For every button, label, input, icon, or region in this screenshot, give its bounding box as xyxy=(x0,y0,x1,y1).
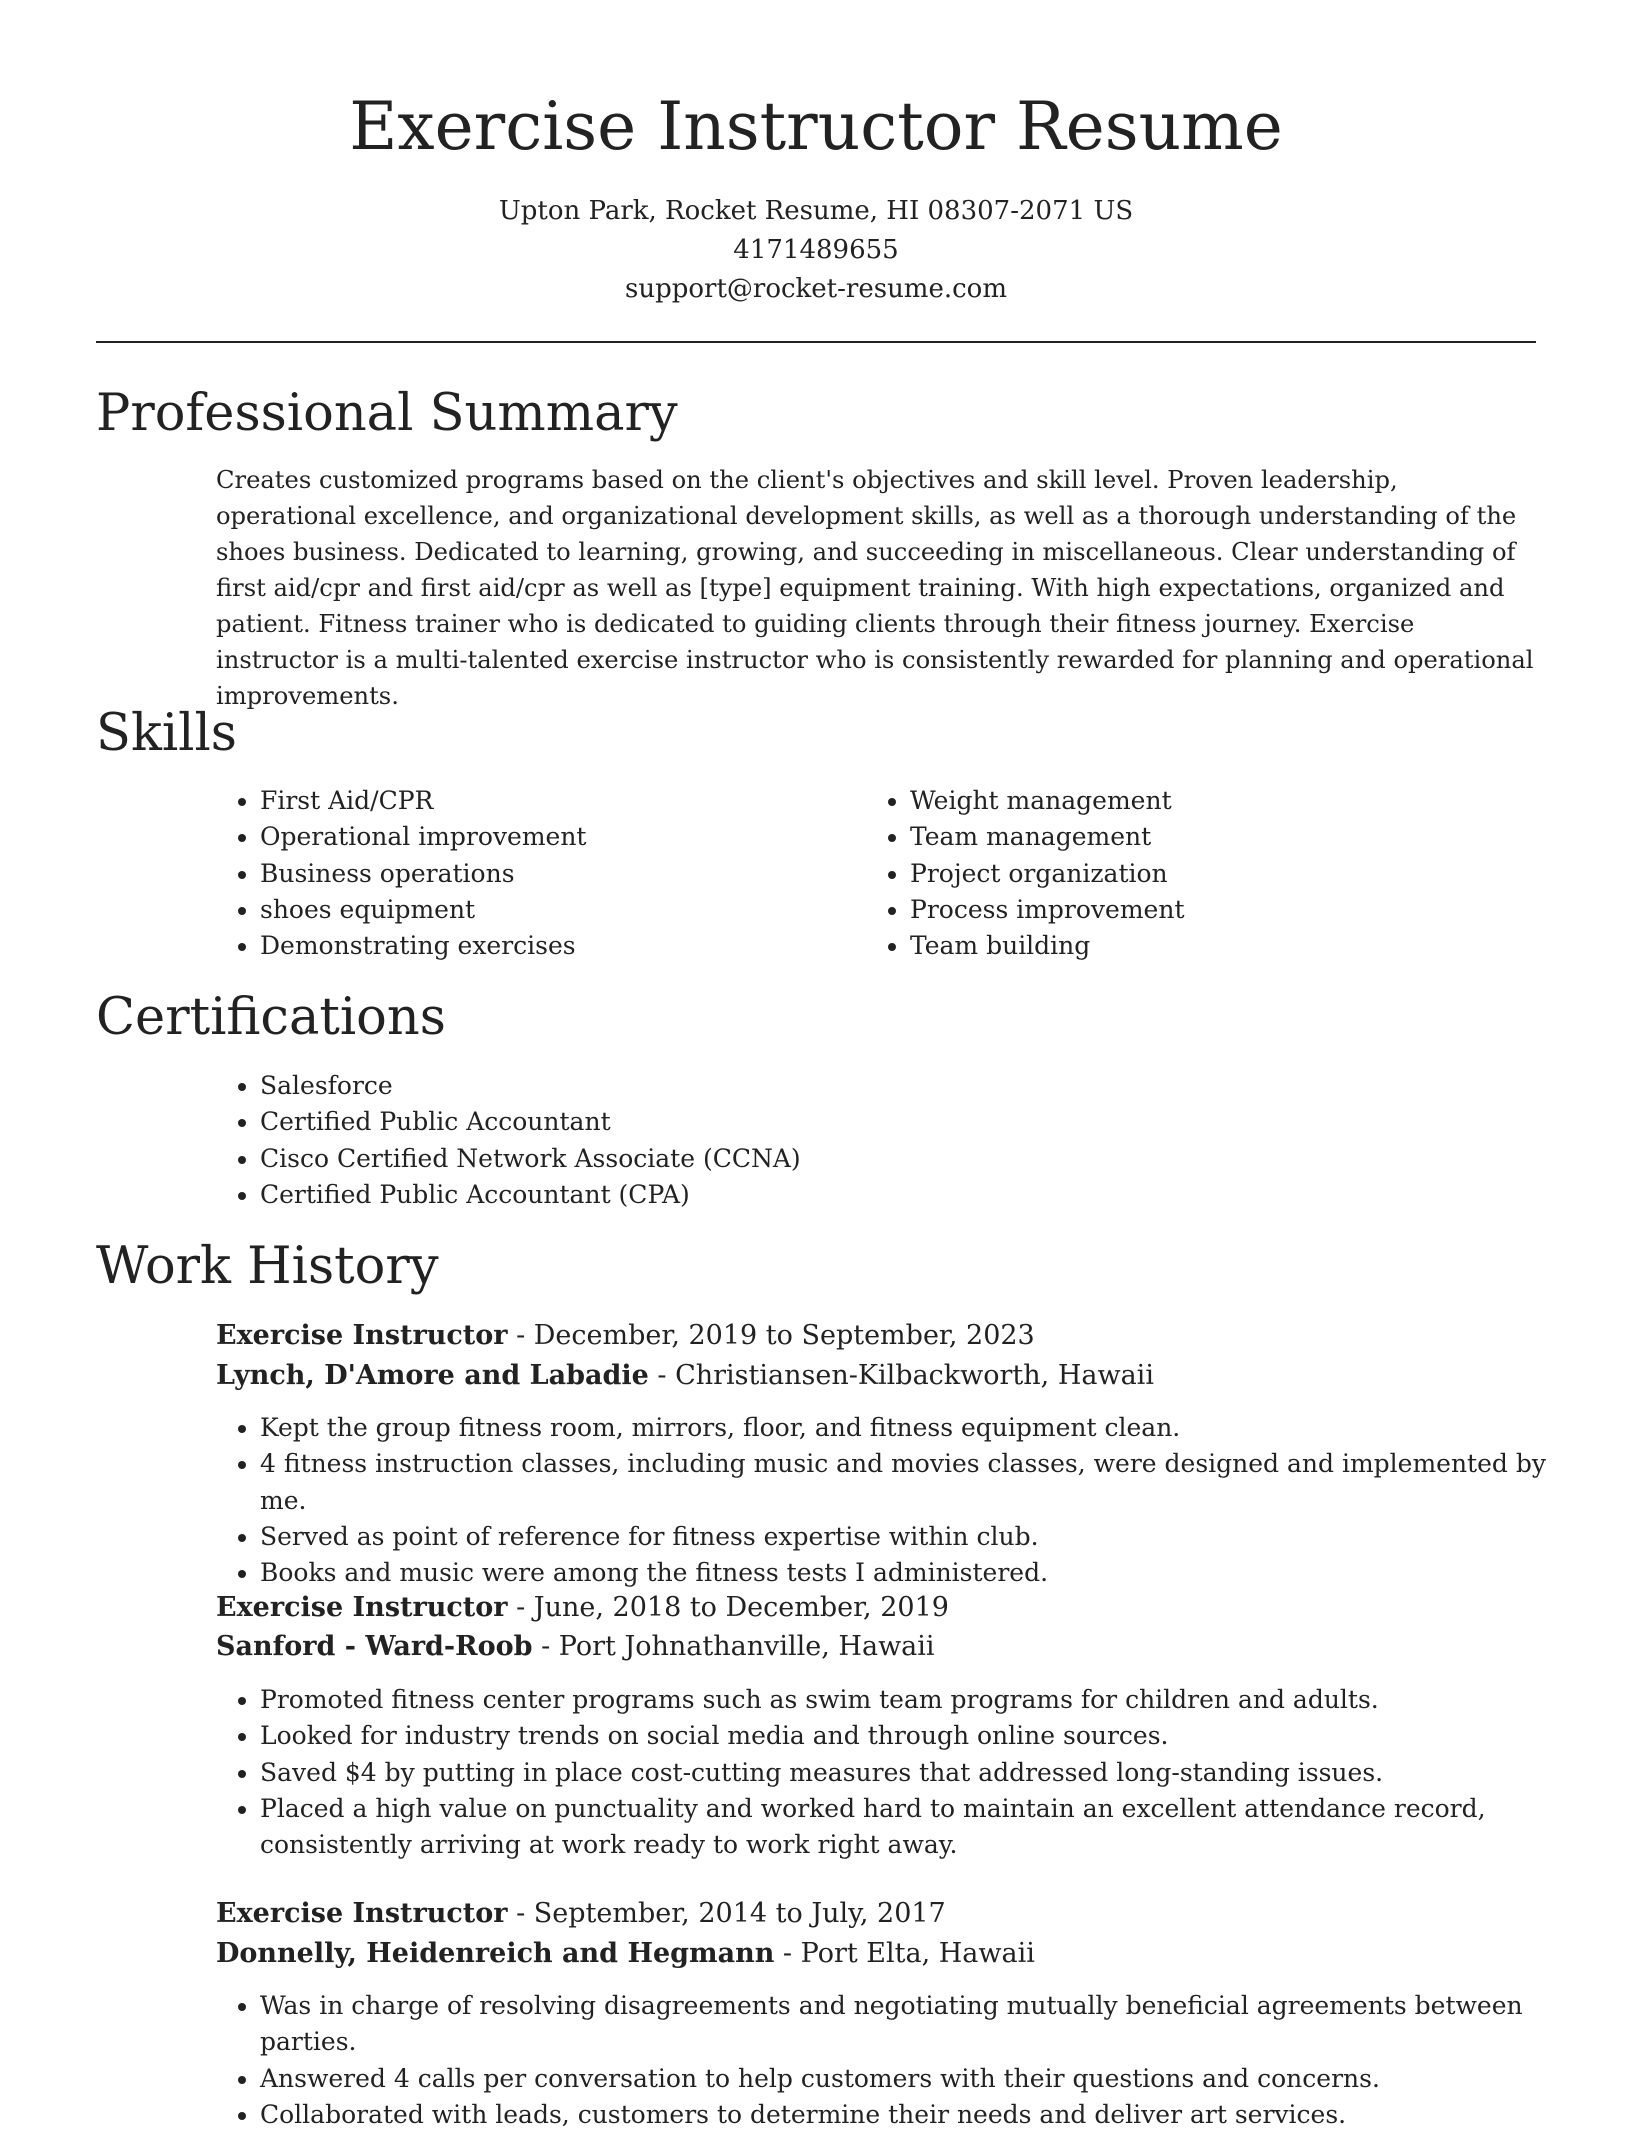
job-company-line xyxy=(216,1627,935,1667)
list-item: • Demonstrating exercises xyxy=(260,928,860,964)
list-item: • Weight management xyxy=(910,783,1510,819)
list-item: • Process improvement xyxy=(910,892,1510,928)
job-location: - Christiansen-Kilbackworth, Hawaii xyxy=(648,1360,1154,1391)
job-title: Exercise Instructor xyxy=(216,1320,508,1351)
list-item: • Certified Public Accountant xyxy=(260,1104,1580,1140)
contact-address: Upton Park, Rocket Resume, HI 08307-2071 US xyxy=(498,196,1134,226)
list-item: • Looked for industry trends on social media and through online sources. xyxy=(260,1718,1580,1754)
job-title-line xyxy=(216,1894,946,1934)
job-bullets xyxy=(216,1682,1580,1863)
list-item: • Placed a high value on punctuality and worked hard to maintain an excellent attendance record, consistently arriving at work ready to work right away. xyxy=(260,1791,1580,1864)
resume-title: Exercise Instructor Resume xyxy=(349,88,1283,165)
list-item: • shoes equipment xyxy=(260,892,860,928)
job-bullets xyxy=(216,1410,1580,1591)
job-dates: - December, 2019 to September, 2023 xyxy=(507,1320,1035,1351)
job-company: Lynch, D'Amore and Labadie xyxy=(216,1360,649,1391)
list-item: • Salesforce xyxy=(260,1068,1580,1104)
header-divider xyxy=(96,341,1536,343)
job-location: - Port Elta, Hawaii xyxy=(774,1938,1035,1969)
list-item: • Promoted fitness center programs such as swim team programs for children and adults. xyxy=(260,1682,1580,1718)
job-dates: - June, 2018 to December, 2019 xyxy=(507,1592,949,1623)
list-item: • Answered 4 calls per conversation to help customers with their questions and concerns. xyxy=(260,2061,1580,2097)
contact-block xyxy=(0,192,1632,309)
job-bullets xyxy=(216,1988,1580,2133)
job-title-line xyxy=(216,1316,1035,1356)
list-item: • First Aid/CPR xyxy=(260,783,860,819)
contact-email: support@rocket-resume.com xyxy=(624,274,1007,304)
job-company: Donnelly, Heidenreich and Hegmann xyxy=(216,1938,775,1969)
list-item: • Team management xyxy=(910,819,1510,855)
work-history-heading: Work History xyxy=(96,1237,439,1296)
list-item: • Collaborated with leads, customers to determine their needs and deliver art services. xyxy=(260,2097,1580,2133)
list-item: • Served as point of reference for fitness expertise within club. xyxy=(260,1519,1580,1555)
list-item: • Saved $4 by putting in place cost-cutting measures that addressed long-standing issues. xyxy=(260,1755,1580,1791)
list-item: • Team building xyxy=(910,928,1510,964)
summary-text: Creates customized programs based on the client's objectives and skill level. Proven leadership, operational excellence, and organizational development skills, as well as a thorough understanding of the shoes business. Dedicated to learning, growing, and succeeding in miscellaneous. Clear understanding of first aid/cpr and first aid/cpr as well as [type] equipment training. With high expectations, organized and patient. Fitness trainer who is dedicated to guiding clients through their fitness journey. Exercise instructor is a multi-talented exercise instructor who is consistently rewarded for planning and operational improvements. xyxy=(216,466,1534,710)
skills-list-right xyxy=(866,783,1510,964)
job-title: Exercise Instructor xyxy=(216,1592,508,1623)
list-item: • Was in charge of resolving disagreements and negotiating mutually beneficial agreements between parties. xyxy=(260,1988,1580,2061)
skills-heading: Skills xyxy=(96,704,237,763)
job-company: Sanford - Ward-Roob xyxy=(216,1631,533,1662)
list-item: • Operational improvement xyxy=(260,819,860,855)
job-location: - Port Johnathanville, Hawaii xyxy=(532,1631,935,1662)
skills-list-left xyxy=(216,783,860,964)
list-item: • Certified Public Accountant (CPA) xyxy=(260,1177,1580,1213)
list-item: • 4 fitness instruction classes, including music and movies classes, were designed and implemented by me. xyxy=(260,1446,1580,1519)
list-item: • Project organization xyxy=(910,856,1510,892)
job-dates: - September, 2014 to July, 2017 xyxy=(507,1898,946,1929)
job-title: Exercise Instructor xyxy=(216,1898,508,1929)
contact-phone: 4171489655 xyxy=(733,235,899,265)
certifications-heading: Certifications xyxy=(96,988,446,1047)
list-item: • Cisco Certified Network Associate (CCNA) xyxy=(260,1141,1580,1177)
job-title-line xyxy=(216,1588,949,1628)
summary-heading: Professional Summary xyxy=(96,384,678,443)
certifications-list xyxy=(216,1068,1580,1213)
job-company-line xyxy=(216,1356,1154,1396)
job-company-line xyxy=(216,1934,1035,1974)
list-item: • Kept the group fitness room, mirrors, floor, and fitness equipment clean. xyxy=(260,1410,1580,1446)
list-item: • Books and music were among the fitness tests I administered. xyxy=(260,1555,1580,1591)
list-item: • Business operations xyxy=(260,856,860,892)
